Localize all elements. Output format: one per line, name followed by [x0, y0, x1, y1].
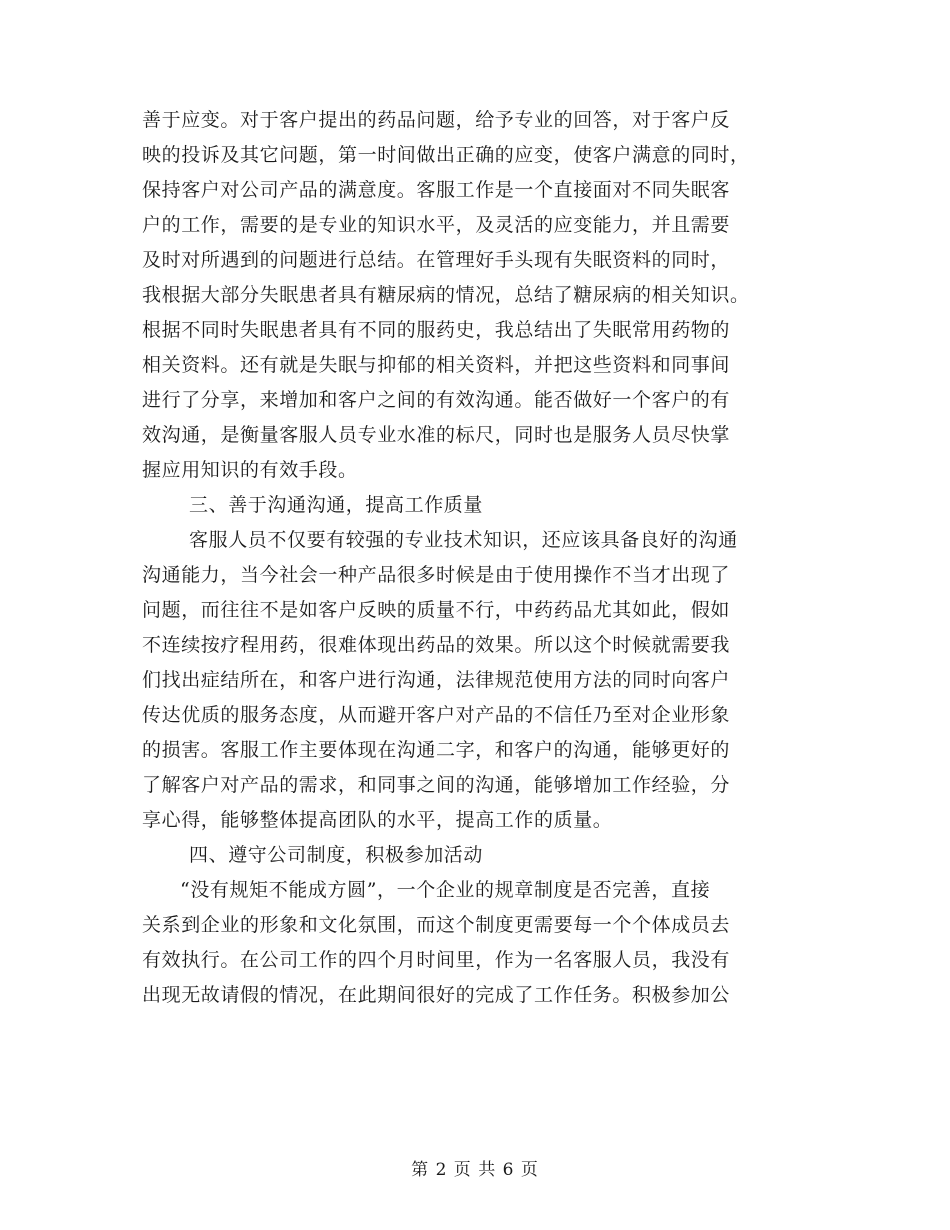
text-line: 根据不同时失眠患者具有不同的服药史，我总结出了失眠常用药物的 — [142, 319, 731, 341]
text-line: 的损害。客服工作主要体现在沟通二字，和客户的沟通，能够更好的 — [142, 739, 731, 761]
text-line: 映的投诉及其它问题，第一时间做出正确的应变，使客户满意的同时， — [142, 144, 750, 166]
text-line: 四、遵守公司制度，积极参加活动 — [189, 844, 484, 866]
text-line: 三、善于沟通沟通，提高工作质量 — [189, 494, 484, 516]
text-line: 问题，而往往不是如客户反映的质量不行，中药药品尤其如此，假如 — [142, 599, 731, 621]
page-footer: 第 2 页 共 6 页 — [411, 1160, 539, 1180]
text-line: 握应用知识的有效手段。 — [142, 459, 358, 481]
text-line: 我根据大部分失眠患者具有糖尿病的情况，总结了糖尿病的相关知识。 — [142, 284, 750, 306]
document-body — [142, 103, 807, 1013]
text-line: 享心得，能够整体提高团队的水平，提高工作的质量。 — [142, 809, 613, 831]
text-line: 相关资料。还有就是失眠与抑郁的相关资料，并把这些资料和同事间 — [142, 354, 731, 376]
text-line: 客服人员不仅要有较强的专业技术知识，还应该具备良好的沟通 — [189, 529, 738, 551]
text-line: 出现无故请假的情况，在此期间很好的完成了工作任务。积极参加公 — [142, 984, 731, 1006]
text-line: 不连续按疗程用药，很难体现出药品的效果。所以这个时候就需要我 — [142, 634, 731, 656]
text-line: 进行了分享，来增加和客户之间的有效沟通。能否做好一个客户的有 — [142, 389, 731, 411]
text-line: 效沟通，是衡量客服人员专业水准的标尺，同时也是服务人员尽快掌 — [142, 424, 731, 446]
text-line: 善于应变。对于客户提出的药品问题，给予专业的回答，对于客户反 — [142, 109, 731, 131]
text-line: 及时对所遇到的问题进行总结。在管理好手头现有失眠资料的同时， — [142, 249, 731, 271]
text-line: 了解客户对产品的需求，和同事之间的沟通，能够增加工作经验，分 — [142, 774, 731, 796]
text-line: 沟通能力，当今社会一种产品很多时候是由于使用操作不当才出现了 — [142, 564, 731, 586]
text-line: 保持客户对公司产品的满意度。客服工作是一个直接面对不同失眠客 — [142, 179, 731, 201]
text-line: 关系到企业的形象和文化氛围，而这个制度更需要每一个个体成员去 — [142, 914, 731, 936]
text-line: 传达优质的服务态度，从而避开客户对产品的不信任乃至对企业形象 — [142, 704, 731, 726]
text-line: 有效执行。在公司工作的四个月时间里，作为一名客服人员，我没有 — [142, 949, 731, 971]
text-line: 们找出症结所在，和客户进行沟通，法律规范使用方法的同时向客户 — [142, 669, 731, 691]
text-line: “没有规矩不能成方圆”，一个企业的规章制度是否完善，直接 — [180, 879, 711, 901]
text-line: 户的工作，需要的是专业的知识水平，及灵活的应变能力，并且需要 — [142, 214, 731, 236]
